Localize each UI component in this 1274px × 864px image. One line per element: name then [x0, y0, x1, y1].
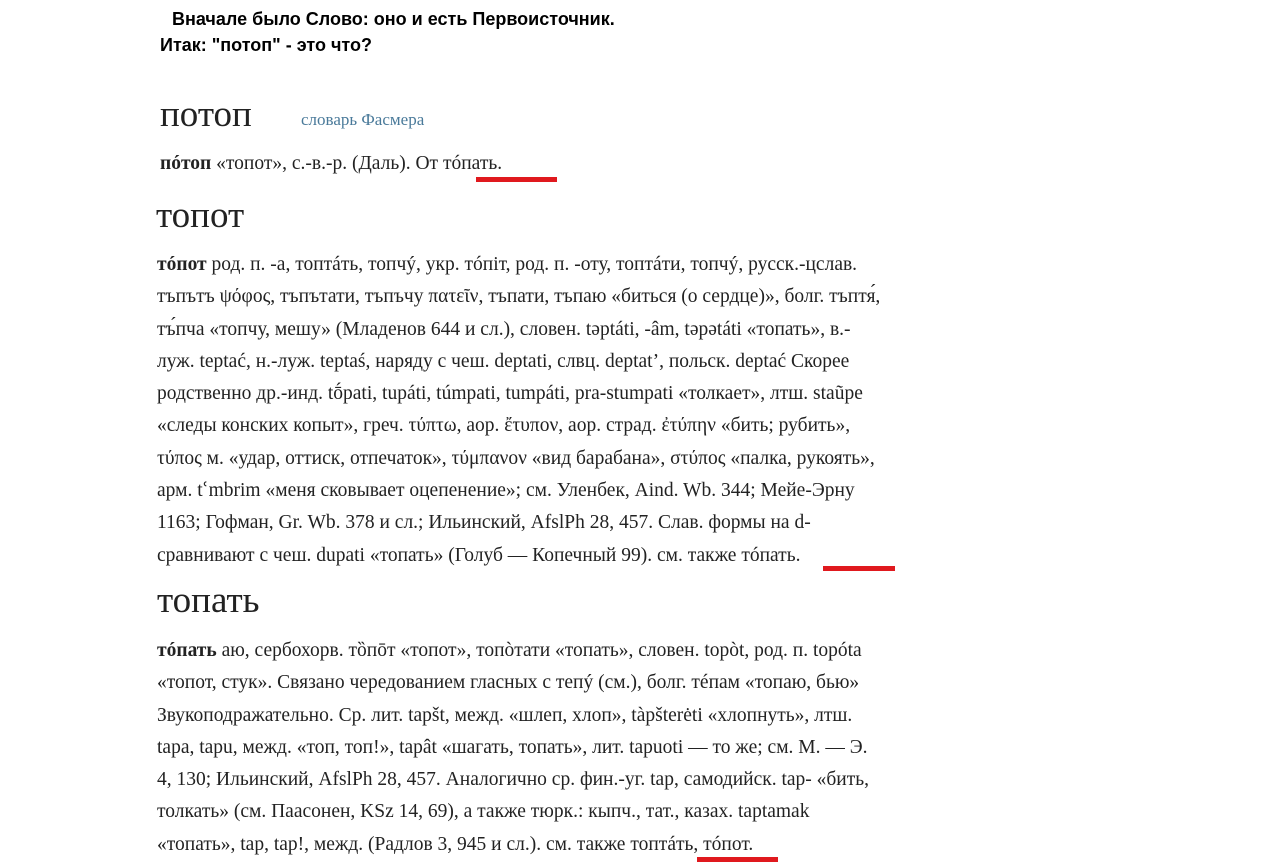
entry-line: τύπος м. «удар, оттиск, отпечаток», τύμπανον «вид барабана», στύπος «палка, рукоять»,: [157, 447, 875, 469]
entry-line: толкать» (см. Паасонен, KSz 14, 69), а также тюрк.: кыпч., тат., казах. taptamak: [157, 801, 810, 823]
entry-line: Звукоподражательно. Ср. лит. tapšt, межд. «шлеп, хлоп», tàpšterėti «хлопнуть», лтш.: [157, 704, 853, 726]
entry-line: родственно др.-инд. tṓpati, tupáti, túmpati, tumpáti, pra-stumpati «толкает», лтш. staũpe: [157, 383, 863, 405]
entry-topot: [157, 249, 1017, 572]
entry-text: , тóпот.: [693, 833, 754, 855]
red-underline-mark: [823, 566, 895, 571]
headword-topot: топот: [156, 195, 245, 236]
cross-reference[interactable]: тóпать.: [442, 153, 503, 174]
entry-line: луж. teptać, н.-луж. teptaś, наряду с чеш. deptati, слвц. deptat’, польск. deptać Скорее: [157, 350, 850, 372]
entry-topat: [157, 635, 1017, 861]
entry-text: сравнивают с чеш. dupati «топать» (Голуб — Копечный 99). см. также: [157, 544, 742, 566]
intro-line-1: Вначале было Слово: оно и есть Первоисточник.: [172, 9, 615, 29]
entry-line: tapa, tapu, межд. «топ, топ!», tapât «шагать, топать», лит. tapuoti — то же; см. М. — Э.: [157, 736, 868, 758]
entry-lemma: тóпать: [157, 640, 217, 661]
headword-topat: топать: [157, 580, 260, 621]
entry-text: «топать», tap, tap!, межд. (Радлов 3, 945 и сл.). см. также: [157, 833, 631, 855]
cross-reference[interactable]: тóпать.: [741, 544, 801, 566]
entry-line: [157, 829, 1017, 861]
entry-line: 4, 130; Ильинский, AfslPh 28, 457. Аналогично ср. фин.-уг. tap, самодийск. tap- «бить,: [157, 769, 870, 791]
entry-text: аю, сербохорв. тȍпōт «топот», топòтати «топать», словен. topòt, род. п. topóta: [216, 640, 862, 661]
entry-potop: [160, 148, 1020, 180]
entry-line: 1163; Гофман, Gr. Wb. 378 и сл.; Ильинский, AfslPh 28, 457. Слав. формы на d-: [157, 512, 811, 534]
red-underline-mark: [476, 177, 557, 182]
entry-line: [157, 635, 1017, 667]
headword-potop: потоп: [160, 94, 252, 135]
intro-line-2: Итак: "потоп" - это что?: [160, 35, 372, 55]
entry-lemma: тóпот: [157, 254, 207, 275]
entry-line: «топот, стук». Связано чередованием гласных с тепý (см.), болг. тéпам «топаю, бью»: [157, 672, 860, 694]
entry-text: «топот», с.-в.-р. (Даль). От: [211, 153, 443, 174]
entry-text: род. п. -а, топтáть, топчý, укр. тóпiт, род. п. -оту, топтáти, топчý, русск.-цслав.: [206, 254, 858, 275]
red-underline-mark: [697, 857, 778, 862]
vasmer-dictionary-link[interactable]: словарь Фасмера: [301, 110, 425, 129]
entry-line: [157, 249, 1017, 281]
entry-line: тъпътъ ψόφος, тъпътати, тъпъчу πατεῖν, тъпати, тъпаю «биться (о сердце)», болг. тъптя́,: [157, 286, 881, 308]
cross-reference[interactable]: топтáть: [630, 833, 694, 855]
entry-line: арм. tՙmbrim «меня сковывает оцепенение»; см. Уленбек, Aind. Wb. 344; Мейе-Эрну: [157, 480, 855, 502]
entry-line: [160, 148, 1020, 180]
entry-lemma: пóтоп: [160, 153, 212, 174]
entry-line: тъ́пча «топчу, мешу» (Младенов 644 и сл.), словен. təptáti, -âm, təpətáti «топать», в.-: [157, 318, 851, 340]
entry-line: «следы конских копыт», греч. τύπτω, аор. ἔτυπον, аор. страд. ἐτύπην «бить; рубить»,: [157, 415, 851, 437]
